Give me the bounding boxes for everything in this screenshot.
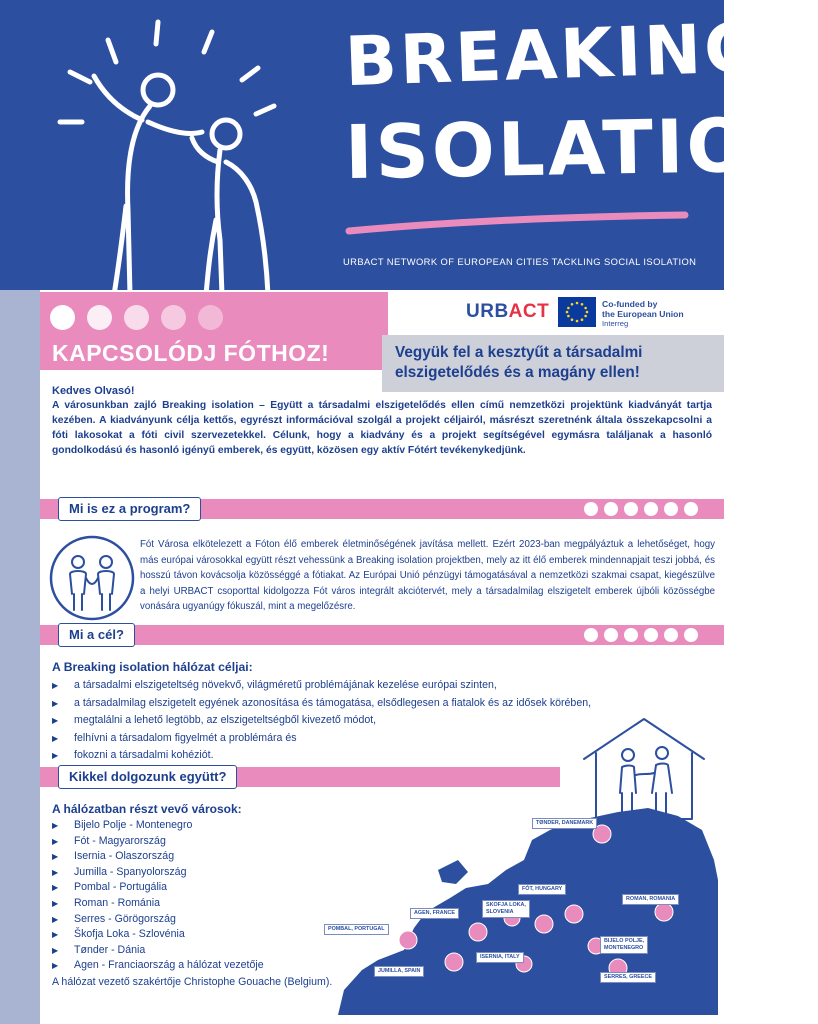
decorative-dots bbox=[50, 305, 223, 330]
list-item: ▶ a társadalmilag elszigetelt egyének azonosítása és támogatása, elsődlegesen a fiatalok és az idősek körében, bbox=[52, 695, 612, 713]
map-label-skofja: SKOFJA LOKA, SLOVENIA bbox=[482, 900, 530, 918]
list-item: ▶ fokozni a társadalmi kohéziót. bbox=[52, 747, 612, 765]
list-item: ▶ felhívni a társadalom figyelmét a problémára és bbox=[52, 730, 612, 748]
section-dots bbox=[584, 628, 698, 642]
list-item: ▶ Serres - Görögország bbox=[52, 912, 264, 928]
list-item: ▶ Isernia - Olaszország bbox=[52, 849, 264, 865]
map-label-jumilla: JUMILLA, SPAIN bbox=[374, 966, 424, 977]
salutation: Kedves Olvasó! bbox=[52, 385, 135, 397]
list-item: ▶ Bijelo Polje - Montenegro bbox=[52, 818, 264, 834]
cities-list bbox=[52, 818, 264, 974]
map-label-bijelo: BIJELO POLJE, MONTENEGRO bbox=[600, 936, 648, 954]
list-item: ▶ a társadalmi elszigeteltség növekvő, világméretű problémájának kezelése európai szinten, bbox=[52, 677, 612, 695]
dot bbox=[198, 305, 223, 330]
title-breaking: BREAKING bbox=[343, 8, 765, 103]
list-item: ▶ Pombal - Portugália bbox=[52, 880, 264, 896]
list-item: ▶ Agen - Franciaország a hálózat vezetője bbox=[52, 958, 264, 974]
urbact-logo: URBACT bbox=[466, 301, 550, 322]
cities-heading: A hálózatban részt vevő városok: bbox=[52, 802, 242, 816]
side-band bbox=[0, 290, 40, 1024]
holding-hands-icon bbox=[48, 534, 136, 622]
dot bbox=[161, 305, 186, 330]
title-underline-stroke bbox=[345, 205, 690, 239]
goals-list bbox=[52, 677, 612, 765]
intro-text: Kedves Olvasó! A városunkban zajló Breaking isolation – Együtt a társadalmi elszigetelődés ellen című nemzetközi projektünk kiadványát tartja kezében. A kiadványunk célja kettős, egyrészt információval szolgál a projekt céljairól, másrészt szeretnénk általa összekapcsolni a fóti lakosokat a fóti civil szervezetekkel. Célunk, hogy a kiadvány és a projekt segítségével egymásra találjanak a hasonló gondolkodású és hasonló igényű emberek, és együtt, közösen egy aktív Fótért tevékenykedjünk. bbox=[52, 385, 712, 456]
celebrating-people-illustration bbox=[30, 10, 290, 295]
list-item: ▶ Škofja Loka - Szlovénia bbox=[52, 927, 264, 943]
project-name: Breaking isolation – Együtt a társadalmi elszigetelődés ellen bbox=[162, 399, 475, 411]
list-item: ▶ megtalálni a lehető legtöbb, az elszigeteltségből kivezető módot, bbox=[52, 712, 612, 730]
lead-expert: A hálózat vezető szakértője Christophe Gouache (Belgium). bbox=[52, 976, 333, 988]
map-label-agen: AGEN, FRANCE bbox=[410, 908, 459, 919]
map-label-pombal: POMBAL, PORTUGAL bbox=[324, 924, 389, 935]
connect-title: KAPCSOLÓDJ FÓTHOZ! bbox=[52, 340, 330, 366]
map-label-isernia: ISERNIA, ITALY bbox=[476, 952, 524, 963]
dot bbox=[87, 305, 112, 330]
section-dots bbox=[584, 502, 698, 516]
eu-cofunded-text: Co-funded by the European Union Interreg bbox=[602, 299, 684, 328]
map-label-roman: ROMAN, ROMANIA bbox=[622, 894, 679, 905]
list-item: ▶ Tønder - Dánia bbox=[52, 943, 264, 959]
dot bbox=[50, 305, 75, 330]
section-label-partners: Kikkel dolgozunk együtt? bbox=[58, 765, 237, 789]
eu-flag-icon bbox=[558, 297, 596, 327]
list-item: ▶ Fót - Magyarország bbox=[52, 834, 264, 850]
map-label-tonder: TØNDER, DANEMARK bbox=[532, 818, 597, 829]
dot bbox=[124, 305, 149, 330]
list-item: ▶ Roman - Románia bbox=[52, 896, 264, 912]
goals-heading: A Breaking isolation hálózat céljai: bbox=[52, 660, 253, 674]
program-text: Fót Városa elkötelezett a Fóton élő emberek életminőségének javítása mellett. Ezért 2023-ban megpályáztuk a lehetőséget, hogy más európai városokkal együtt részt vehessünk a Breaking isolation projektben, mely az itt élő emberek mindennapjait teszi jobbá, és hosszú távon kovácsolja közösséggé a fótiakat. Az Európai Unió pénzügyi támogatásával a nemzetközi szakmai csapat, kiegészülve a helyi URBACT csoporttal kidolgozza Fót város integrált akciótervét, mely a társadalmilag elszigetelt emberek újbóli közösségbe vonására ugyanúgy fókuszál, mint a megelőzésre. bbox=[140, 539, 715, 613]
section-label-program: Mi is ez a program? bbox=[58, 497, 201, 521]
map-label-fot: FÓT, HUNGARY bbox=[518, 884, 566, 895]
europe-map bbox=[318, 800, 718, 1015]
tagline: Vegyük fel a kesztyűt a társadalmi elszigetelődés és a magány ellen! bbox=[395, 344, 643, 381]
section-label-goal: Mi a cél? bbox=[58, 623, 135, 647]
header-banner bbox=[0, 0, 818, 290]
list-item: ▶ Jumilla - Spanyolország bbox=[52, 865, 264, 881]
logo-strip bbox=[388, 292, 724, 336]
map-label-serres: SERRES, GREECE bbox=[600, 972, 656, 983]
network-subtitle: URBACT NETWORK OF EUROPEAN CITIES TACKLING SOCIAL ISOLATION bbox=[343, 256, 697, 267]
title-isolation: ISOLATION bbox=[344, 101, 818, 197]
